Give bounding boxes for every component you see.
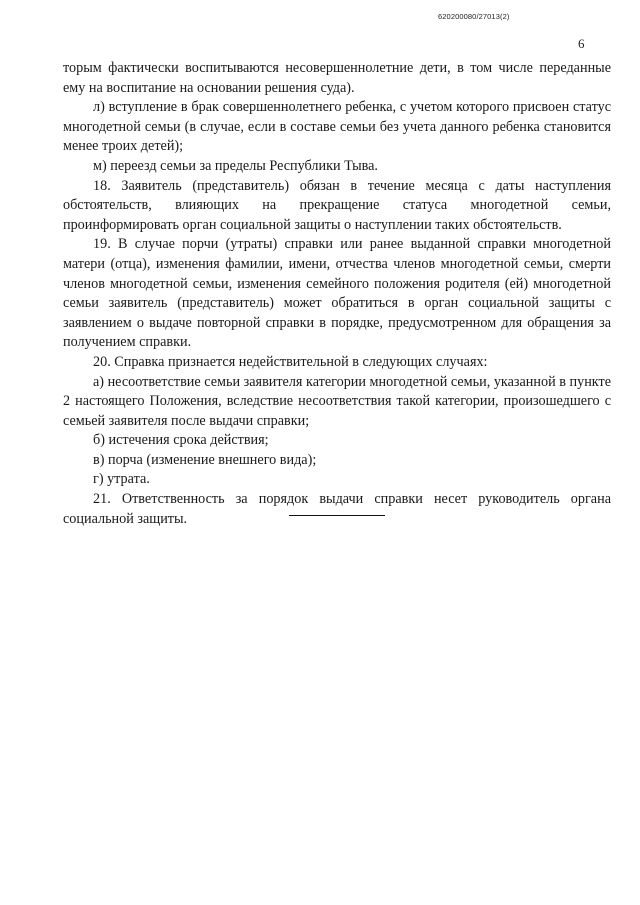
paragraph-item-m: м) переезд семьи за пределы Республики Тыва. [93, 157, 378, 174]
page-number: 6 [578, 36, 585, 51]
paragraph-clause-21: 21. Ответственность за порядок выдачи справки несет руководитель органа социальной защиты. [63, 491, 611, 527]
paragraph-item-b: б) истечения срока действия; [93, 432, 269, 449]
paragraph-item-a: а) несоответствие семьи заявителя категории многодетной семьи, указанной в пункте 2 настоящего Положения, вследствие несоответствия такой категории, произошедшего с семьей заявителя после выдачи справки; [63, 373, 611, 429]
paragraph-item-g: г) утрата. [93, 471, 150, 488]
end-separator-line [289, 515, 385, 516]
paragraph-clause-20: 20. Справка признается недействительной в следующих случаях: [93, 353, 488, 370]
document-body [63, 59, 611, 529]
paragraph-clause-18: 18. Заявитель (представитель) обязан в течение месяца с даты наступления обстоятельств, влияющих на прекращение статуса многодетной семьи, проинформировать орган социальной защиты о наступлении таких обстоятельств. [63, 177, 611, 233]
paragraph-continuation: торым фактически воспитываются несовершеннолетние дети, в том числе переданные ему на воспитание на основании решения суда). [63, 60, 611, 96]
paragraph-clause-19: 19. В случае порчи (утраты) справки или ранее выданной справки многодетной матери (отца), изменения фамилии, имени, отчества членов многодетной семьи, смерти членов многодетной семьи, изменения семейного положения родителя (ей) многодетной семьи заявитель (представитель) может обратиться в орган социальной защиты с заявлением о выдаче повторной справки в порядке, предусмотренном для обращения за получением справки. [63, 236, 611, 351]
paragraph-item-l: л) вступление в брак совершеннолетнего ребенка, с учетом которого присвоен статус многодетной семьи (в случае, если в составе семьи без учета данного ребенка становится менее троих детей); [63, 99, 611, 155]
document-code: 620200080/27013(2) [438, 12, 510, 21]
paragraph-item-v: в) порча (изменение внешнего вида); [93, 451, 317, 468]
